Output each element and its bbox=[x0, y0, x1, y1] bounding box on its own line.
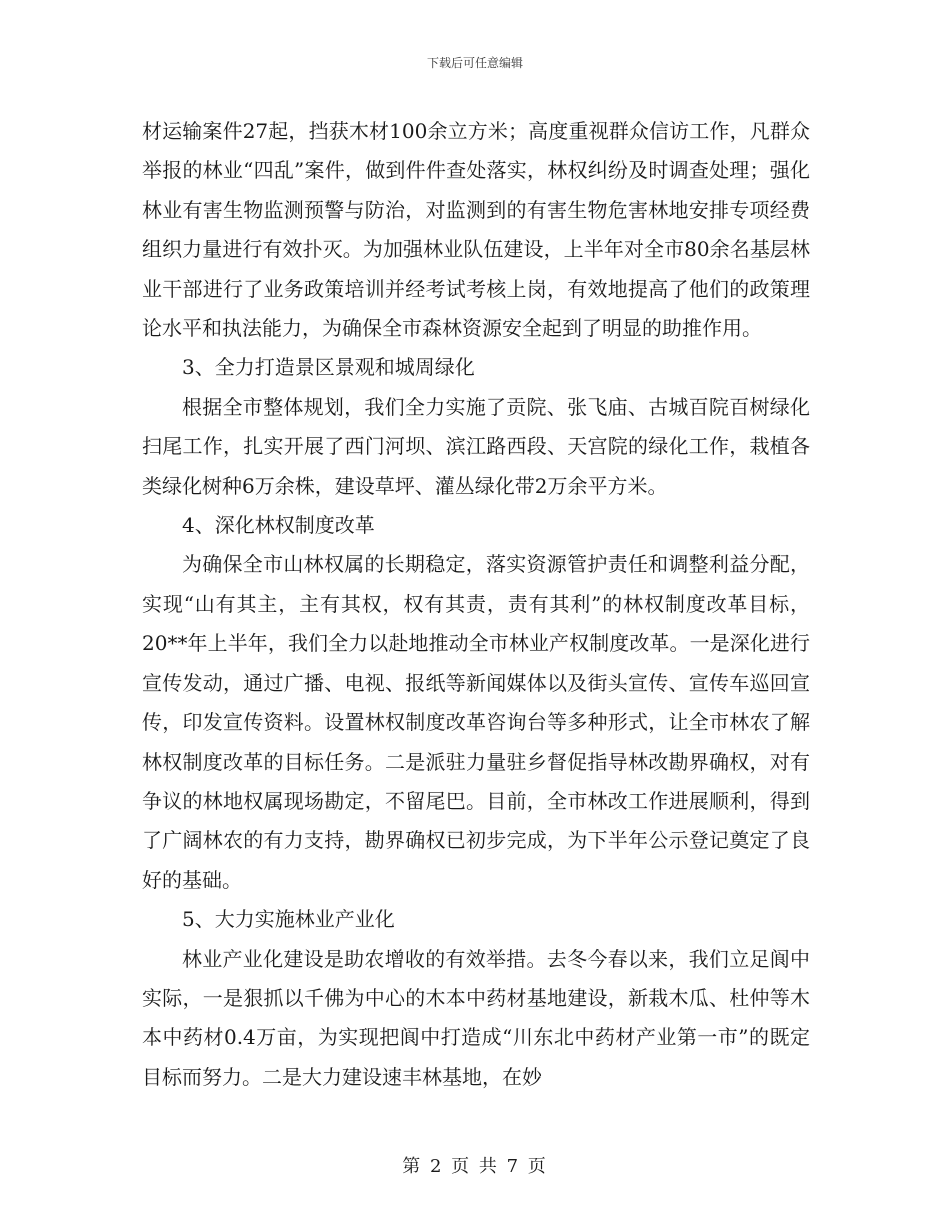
page-number: 第 2 页 共 7 页 bbox=[402, 1156, 548, 1177]
page-header-note: 下载后可任意编辑 bbox=[426, 56, 523, 70]
section-heading-4: 4、深化林权制度改革 bbox=[182, 513, 375, 538]
paragraph-forestry-industrialization: 林业产业化建设是助农增收的有效举措。去冬今春以来，我们立足阆中实际，一是狠抓以千佛为中心的木本中药材基地建设，新栽木瓜、杜仲等木本中药材0.4万亩，为实现把阆中打造成“川东北中药材产业第一市”的既定目标而努力。二是大力建设速丰林基地，在妙 bbox=[142, 946, 810, 1089]
section-heading-5: 5、大力实施林业产业化 bbox=[182, 907, 395, 932]
paragraph-forest-rights-reform: 为确保全市山林权属的长期稳定，落实资源管护责任和调整利益分配，实现“山有其主，主有其权，权有其责，责有其利”的林权制度改革目标，20**年上半年，我们全力以赴地推动全市林业产权制度改革。一是深化进行宣传发动，通过广播、电视、报纸等新闻媒体以及街头宣传、宣传车巡回宣传，印发宣传资料。设置林权制度改革咨询台等多种形式，让全市林农了解林权制度改革的目标任务。二是派驻力量驻乡督促指导林改勘界确权，对有争议的林地权属现场勘定，不留尾巴。目前，全市林改工作进展顺利，得到了广阔林农的有力支持，勘界确权已初步完成，为下半年公示登记奠定了良好的基础。 bbox=[142, 552, 810, 892]
section-heading-3: 3、全力打造景区景观和城周绿化 bbox=[182, 355, 475, 380]
paragraph-greening: 根据全市整体规划，我们全力实施了贡院、张飞庙、古城百院百树绿化扫尾工作，扎实开展了西门河坝、滨江路西段、天宫院的绿化工作，栽植各类绿化树种6万余株，建设草坪、灌丛绿化带2万余平方米。 bbox=[142, 394, 810, 498]
paragraph-enforcement: 材运输案件27起，挡获木材100余立方米；高度重视群众信访工作，凡群众举报的林业“四乱”案件，做到件件查处落实，林权纠纷及时调查处理；强化林业有害生物监测预警与防治，对监测到的有害生物危害林地安排专项经费组织力量进行有效扑灭。为加强林业队伍建设，上半年对全市80余名基层林业干部进行了业务政策培训并经考试考核上岗，有效地提高了他们的政策理论水平和执法能力，为确保全市森林资源安全起到了明显的助推作用。 bbox=[142, 119, 810, 341]
document-body bbox=[142, 112, 810, 1097]
